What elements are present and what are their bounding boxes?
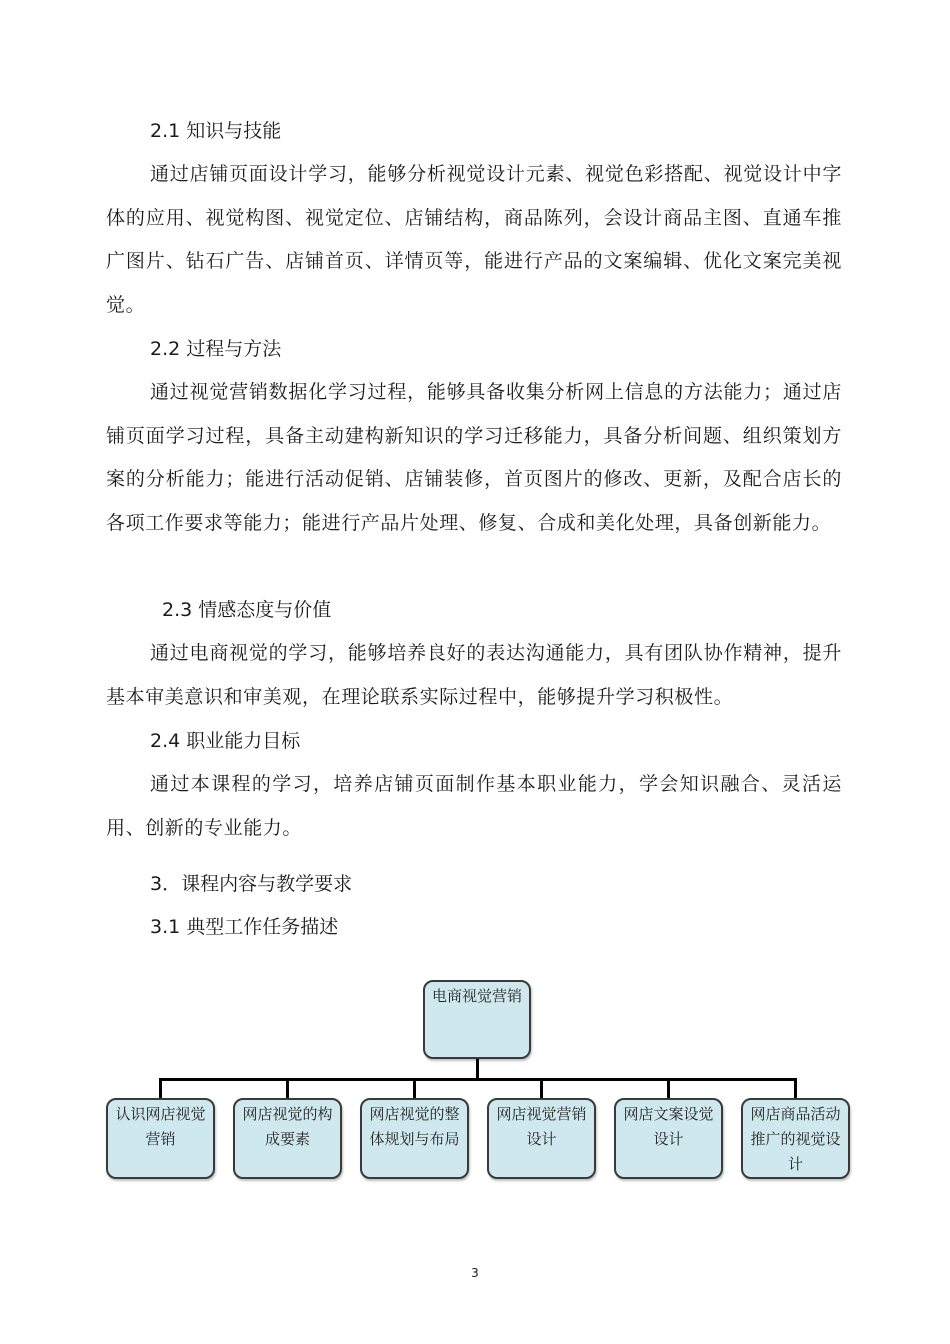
heading-3-1: 3.1 典型工作任务描述 [150, 916, 339, 938]
org-root-box: 电商视觉营销 [423, 980, 531, 1059]
org-child-box: 网店视觉营销设计 [487, 1098, 596, 1179]
root-connector [476, 1057, 479, 1079]
paragraph-2-4: 通过本课程的学习，培养店铺页面制作基本职业能力，学会知识融合、灵活运用、创新的专业能力。 [106, 773, 842, 839]
heading-2-3: 2.3 情感态度与价值 [162, 599, 332, 621]
child-connector [286, 1078, 289, 1100]
child-connector [413, 1078, 416, 1100]
paragraph-2-3: 通过电商视觉的学习，能够培养良好的表达沟通能力，具有团队协作精神，提升基本审美意识和审美观，在理论联系实际过程中，能够提升学习积极性。 [106, 642, 842, 708]
heading-2-2: 2.2 过程与方法 [150, 338, 282, 360]
org-child-box: 网店视觉的构成要素 [233, 1098, 342, 1179]
heading-3: 3．课程内容与教学要求 [150, 873, 353, 895]
heading-2-1: 2.1 知识与技能 [150, 120, 282, 142]
child-connector [540, 1078, 543, 1100]
horizontal-connector [159, 1078, 797, 1081]
org-child-box: 网店文案设觉设计 [614, 1098, 723, 1179]
page-number: 3 [471, 1266, 479, 1280]
org-child-box: 网店视觉的整体规划与布局 [360, 1098, 469, 1179]
paragraph-2-2: 通过视觉营销数据化学习过程，能够具备收集分析网上信息的方法能力；通过店铺页面学习过程，具备主动建构新知识的学习迁移能力，具备分析间题、组织策划方案的分析能力；能进行活动促销、店铺装修，首页图片的修改、更新，及配合店长的各项工作要求等能力；能进行产品片处理、修复、合成和美化处理，具备创新能力。 [106, 381, 842, 534]
org-child-box: 网店商品活动推广的视觉设计 [741, 1098, 850, 1179]
paragraph-2-1: 通过店铺页面设计学习，能够分析视觉设计元素、视觉色彩搭配、视觉设计中字体的应用、视觉构图、视觉定位、店铺结构，商品陈列，会设计商品主图、直通车推广图片、钻石广告、店铺首页、详情页等，能进行产品的文案编辑、优化文案完美视觉。 [106, 163, 842, 316]
child-connector [794, 1078, 797, 1100]
org-child-box: 认识网店视觉营销 [106, 1098, 215, 1179]
heading-2-4: 2.4 职业能力目标 [150, 730, 301, 752]
child-connector [159, 1078, 162, 1100]
child-connector [667, 1078, 670, 1100]
